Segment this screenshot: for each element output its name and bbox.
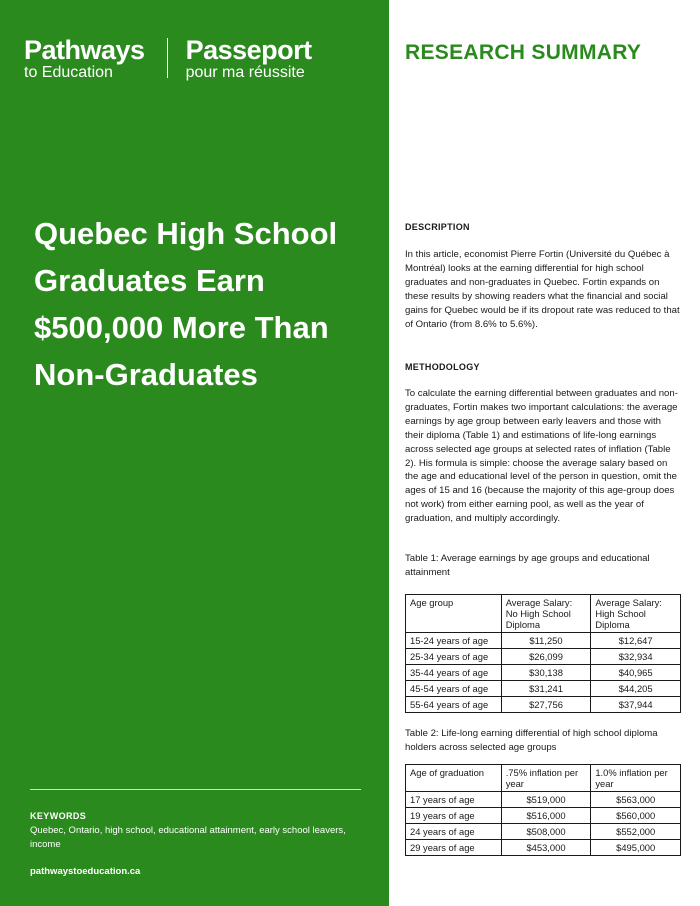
- table-cell: 45-54 years of age: [406, 681, 502, 697]
- table-cell: $27,756: [501, 697, 591, 713]
- table-cell: $30,138: [501, 665, 591, 681]
- table-row: [406, 633, 681, 649]
- table-row: [406, 792, 681, 808]
- keywords-text: Quebec, Ontario, high school, educational attainment, early school leavers, income: [30, 825, 346, 850]
- logo-divider: [167, 38, 168, 78]
- table-cell: $31,241: [501, 681, 591, 697]
- table-cell: $11,250: [501, 633, 591, 649]
- description-heading: DESCRIPTION: [405, 222, 470, 232]
- table-row: [406, 840, 681, 856]
- table-cell: 24 years of age: [406, 824, 502, 840]
- table-cell: $563,000: [591, 792, 681, 808]
- logo: [24, 36, 312, 82]
- logo-french-title: Passeport: [185, 35, 312, 65]
- table2-caption: Table 2: Life-long earning differential of high school diploma holders across selected age groups: [405, 728, 658, 753]
- table1-average-earnings: [405, 594, 681, 713]
- table-cell: 15-24 years of age: [406, 633, 502, 649]
- table-cell: $32,934: [591, 649, 681, 665]
- table-row: [406, 697, 681, 713]
- logo-french-subtitle: pour ma réussite: [185, 64, 305, 81]
- table-header-row: [406, 765, 681, 792]
- keywords-divider: [30, 789, 361, 790]
- table2-lifelong-earnings: [405, 764, 681, 856]
- table-cell: $453,000: [501, 840, 591, 856]
- table-row: [406, 808, 681, 824]
- table-cell: $12,647: [591, 633, 681, 649]
- table-cell: $495,000: [591, 840, 681, 856]
- research-summary-title: RESEARCH SUMMARY: [405, 41, 642, 64]
- methodology-heading: METHODOLOGY: [405, 362, 480, 372]
- table-cell: $560,000: [591, 808, 681, 824]
- table-cell: 25-34 years of age: [406, 649, 502, 665]
- table-cell: $508,000: [501, 824, 591, 840]
- table-cell: $516,000: [501, 808, 591, 824]
- table-cell: 29 years of age: [406, 840, 502, 856]
- table-cell: 19 years of age: [406, 808, 502, 824]
- keywords-heading: KEYWORDS: [30, 811, 87, 821]
- table-row: [406, 665, 681, 681]
- table-header-cell: Average Salary: High School Diploma: [591, 595, 681, 633]
- table-cell: $40,965: [591, 665, 681, 681]
- table-header-cell: Average Salary: No High School Diploma: [501, 595, 591, 633]
- table-header-row: [406, 595, 681, 633]
- table-header-cell: 1.0% inflation per year: [591, 765, 681, 792]
- logo-english-subtitle: to Education: [24, 64, 113, 81]
- table-cell: $26,099: [501, 649, 591, 665]
- table-header-cell: Age of graduation: [406, 765, 502, 792]
- table-header-cell: Age group: [406, 595, 502, 633]
- table-row: [406, 649, 681, 665]
- methodology-text: To calculate the earning differential between graduates and non-graduates, Fortin makes two important calculations: the average earnings by age group between early leavers and those with their diploma (Table 1) and estimations of life-long earnings across selected age groups at selected rates of inflation (Table 2). His formula is simple: choose the average salary based on the age and educational level of the person in question, omit the ages of 15 and 16 (because the majority of this age-group does not work) from either earning pool, as well as the year of graduation, and multiply accordingly.: [405, 388, 678, 525]
- table-cell: $552,000: [591, 824, 681, 840]
- page-title: Quebec High School Graduates Earn $500,000 More Than Non-Graduates: [34, 216, 338, 392]
- logo-english: [24, 36, 145, 82]
- table-cell: 17 years of age: [406, 792, 502, 808]
- table-cell: $37,944: [591, 697, 681, 713]
- table-cell: $44,205: [591, 681, 681, 697]
- table-cell: 55-64 years of age: [406, 697, 502, 713]
- table-cell: $519,000: [501, 792, 591, 808]
- logo-english-title: Pathways: [24, 35, 145, 65]
- description-text: In this article, economist Pierre Fortin (Université du Québec à Montréal) looks at the earning differential for high school graduates and non-graduates in Quebec. Fortin expands on these results by showing readers what the financial and social gains for Quebec would be if its dropout rate was reduced to that of Ontario (from 8.6% to 5.6%).: [405, 249, 680, 330]
- table1-caption: Table 1: Average earnings by age groups and educational attainment: [405, 553, 650, 578]
- table-cell: 35-44 years of age: [406, 665, 502, 681]
- website-link[interactable]: pathwaystoeducation.ca: [30, 866, 141, 877]
- logo-french: [186, 36, 312, 82]
- table-row: [406, 824, 681, 840]
- table-header-cell: .75% inflation per year: [501, 765, 591, 792]
- table-row: [406, 681, 681, 697]
